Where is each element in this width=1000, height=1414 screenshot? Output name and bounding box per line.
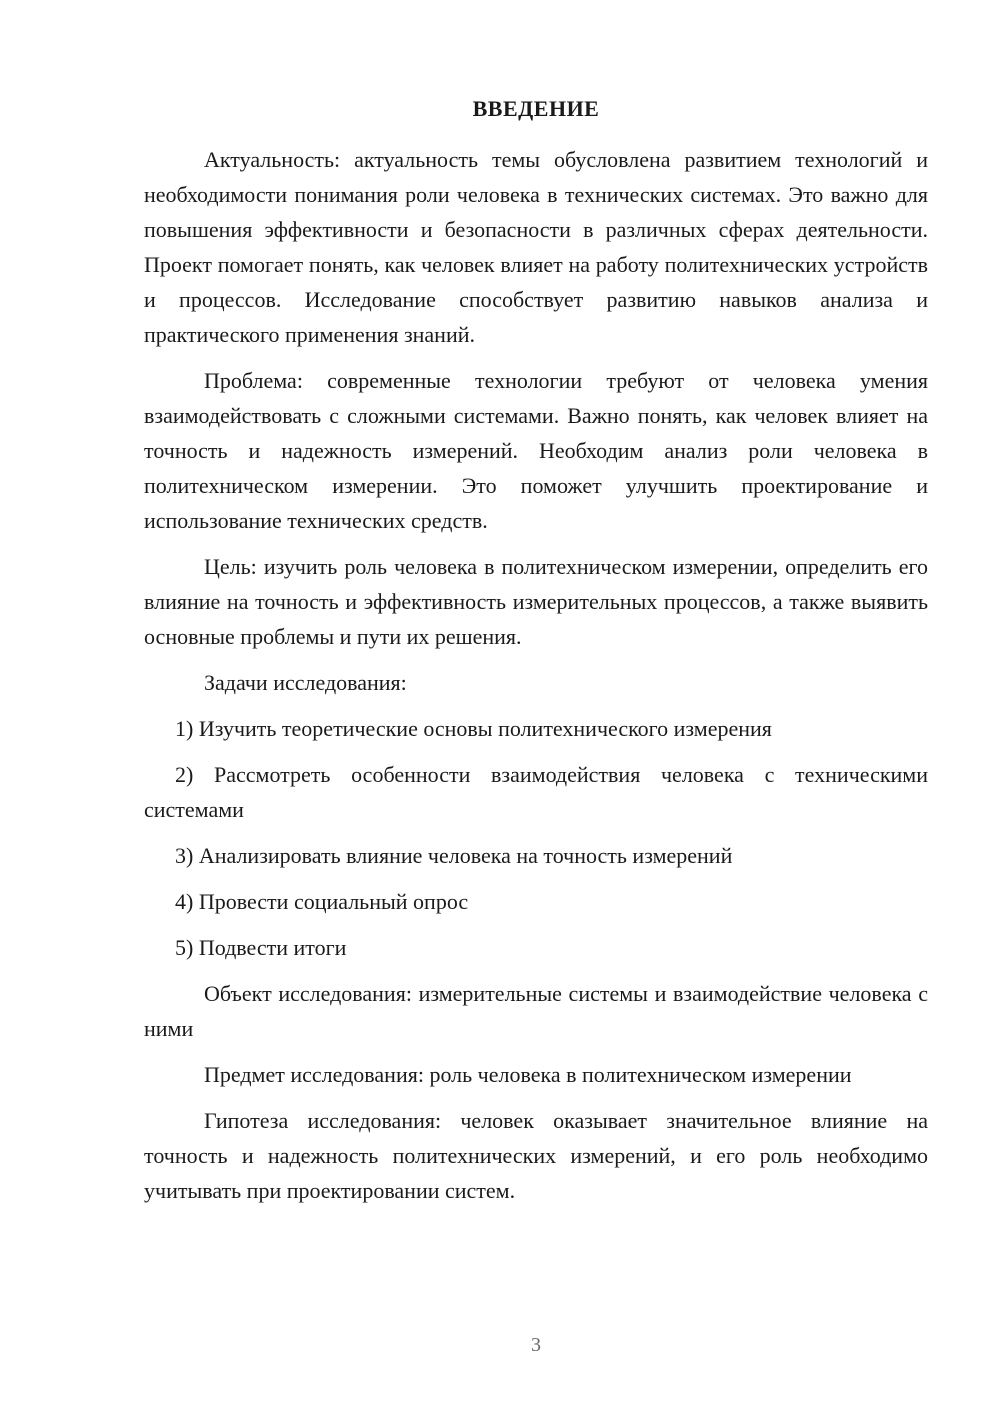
page-title: ВВЕДЕНИЕ (472, 96, 600, 121)
page-number: 3 (531, 1334, 541, 1356)
paragraph-subject: Предмет исследования: роль человека в политехническом измерении (204, 1062, 852, 1087)
list-item-task-3: 3) Анализировать влияние человека на точность измерений (175, 843, 733, 868)
paragraph-relevance: Актуальность: актуальность темы обусловлена развитием технологий и необходимости понимания роли человека в технических системах. Это важно для повышения эффективности и безопасности в различных сферах деятельности. Проект помогает понять, как человек влияет на работу политехнических устройств и процессов. Исследование способствует развитию навыков анализа и практического применения знаний. (144, 147, 928, 347)
list-item-task-2: 2) Рассмотреть особенности взаимодействия человека с техническими системами (144, 762, 928, 822)
document-body (144, 142, 928, 1219)
paragraph-hypothesis: Гипотеза исследования: человек оказывает значительное влияние на точность и надежность политехнических измерений, и его роль необходимо учитывать при проектировании систем. (144, 1108, 928, 1203)
paragraph-object: Объект исследования: измерительные системы и взаимодействие человека с ними (144, 981, 928, 1041)
paragraph-goal: Цель: изучить роль человека в политехническом измерении, определить его влияние на точность и эффективность измерительных процессов, а также выявить основные проблемы и пути их решения. (144, 554, 928, 649)
list-item-task-5: 5) Подвести итоги (175, 935, 347, 960)
list-item-task-4: 4) Провести социальный опрос (175, 889, 469, 914)
list-item-task-1: 1) Изучить теоретические основы политехнического измерения (175, 716, 772, 741)
paragraph-tasks-intro: Задачи исследования: (204, 670, 407, 695)
paragraph-problem: Проблема: современные технологии требуют от человека умения взаимодействовать с сложными системами. Важно понять, как человек влияет на точность и надежность измерений. Необходим анализ роли человека в политехническом измерении. Это поможет улучшить проектирование и использование технических средств. (144, 368, 928, 533)
